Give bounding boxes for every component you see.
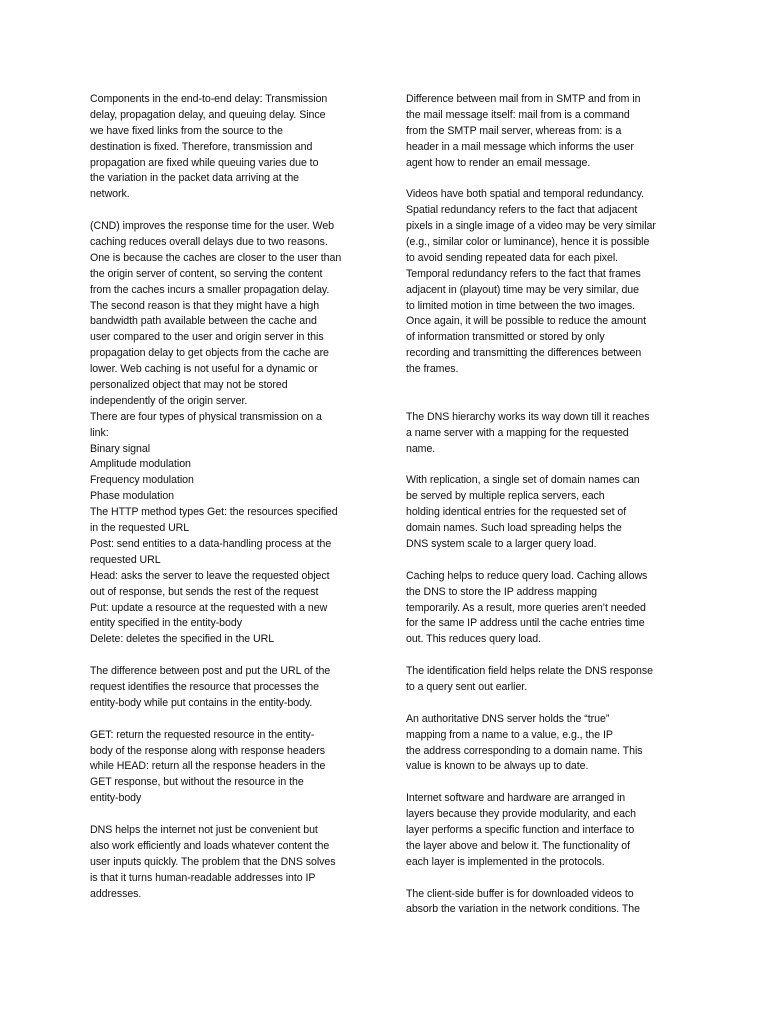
left-column [90, 92, 366, 902]
right-column-paragraph-gap [406, 775, 678, 791]
left-column-text-line: request identifies the resource that processes the [90, 680, 319, 693]
right-column-text-line: Caching helps to reduce query load. Caching allows [406, 569, 648, 582]
right-column-text-line: the DNS to store the IP address mapping [406, 585, 598, 598]
left-column-text-line: Head: asks the server to leave the requested object [90, 569, 330, 582]
left-column-text-line: entity specified in the entity-body [90, 617, 242, 630]
right-column-paragraph-gap [406, 394, 678, 410]
right-column-text-line: Videos have both spatial and temporal redundancy. [406, 188, 645, 201]
left-column-text-line: Binary signal [90, 442, 151, 455]
right-column-text-line: be served by multiple replica servers, each [406, 490, 605, 503]
right-column-text-line: Once again, it will be possible to reduce the amount [406, 315, 647, 328]
left-column-paragraph-gap [90, 807, 366, 823]
right-column-paragraph-gap [406, 553, 678, 569]
left-column-text-line: the origin server of content, so serving the content [90, 267, 323, 280]
left-column-text-line: while HEAD: return all the response headers in the [90, 760, 326, 773]
left-column-text-line: (CND) improves the response time for the user. Web [90, 220, 334, 233]
right-column-text-line: the frames. [406, 363, 459, 376]
left-column-text-line: personalized object that may not be stored [90, 379, 288, 392]
left-column-text-line: The HTTP method types Get: the resources specified [90, 506, 338, 519]
left-column-text-line: Put: update a resource at the requested with a new [90, 601, 328, 614]
right-column-text-line: With replication, a single set of domain names can [406, 474, 640, 487]
right-column-text-line: The identification field helps relate the DNS response [406, 665, 653, 678]
left-column-text-line: DNS helps the internet not just be convenient but [90, 823, 318, 836]
right-column-text-line: each layer is implemented in the protocols. [406, 855, 605, 868]
right-column-paragraph-gap [406, 871, 678, 887]
right-column-text-line: header in a mail message which informs the user [406, 140, 634, 153]
left-column-text-line: user compared to the user and origin server in this [90, 331, 324, 344]
right-column-text-line: a name server with a mapping for the requested [406, 426, 629, 439]
right-column-text-line: Spatial redundancy refers to the fact that adjacent [406, 204, 638, 217]
left-column-text-line: caching reduces overall delays due to two reasons. [90, 236, 328, 249]
right-column [406, 92, 678, 918]
left-column-text-line: Delete: deletes the specified in the URL [90, 633, 275, 646]
right-column-text-line: Temporal redundancy refers to the fact that frames [406, 267, 641, 280]
right-column-text-line: domain names. Such load spreading helps the [406, 522, 622, 535]
left-column-text-line: propagation delay to get objects from the cache are [90, 347, 329, 360]
left-column-text-line: GET response, but without the resource in the [90, 776, 304, 789]
right-column-text-line: layer performs a specific function and interface to [406, 823, 635, 836]
right-column-text-line: recording and transmitting the differences between [406, 347, 642, 360]
right-column-paragraph-gap [406, 696, 678, 712]
right-column-paragraph-gap [406, 648, 678, 664]
right-column-text-line: the address corresponding to a domain name. This [406, 744, 643, 757]
right-column-text-line: The DNS hierarchy works its way down till it reaches [406, 410, 650, 423]
right-column-text-line: Difference between mail from in SMTP and from in [406, 93, 641, 105]
right-column-text-line: (e.g., similar color or luminance), hence it is possible [406, 236, 650, 249]
right-column-text-line: name. [406, 442, 436, 455]
right-column-text-line: agent how to render an email message. [406, 156, 591, 169]
left-column-text-line: from the caches incurs a smaller propagation delay. [90, 283, 330, 296]
right-column-text-line: adjacent in (playout) time may be very similar, due [406, 283, 639, 296]
left-column-text-line: body of the response along with response headers [90, 744, 325, 757]
left-column-text-line: Phase modulation [90, 490, 175, 503]
right-column-text-line: holding identical entries for the requested set of [406, 506, 627, 519]
left-column-text-line: lower. Web caching is not useful for a dynamic or [90, 363, 318, 376]
left-column-text-line: the variation in the packet data arriving at the [90, 172, 300, 185]
left-column-text-line: out of response, but sends the rest of the request [90, 585, 319, 598]
right-column-text-line: to limited motion in time between the two images. [406, 299, 635, 312]
left-column-text-line: One is because the caches are closer to the user than [90, 251, 342, 264]
left-column-text-line: Frequency modulation [90, 474, 194, 487]
left-column-text-line: The difference between post and put the URL of the [90, 665, 331, 678]
right-column-text-line: to a query sent out earlier. [406, 680, 528, 693]
left-column-text-line: independently of the origin server. [90, 394, 248, 407]
right-column-text-line: layers because they provide modularity, and each [406, 808, 637, 821]
right-column-text-line: out. This reduces query load. [406, 633, 541, 646]
right-column-text-line: value is known to be always up to date. [406, 760, 589, 773]
right-column-text-line: DNS system scale to a larger query load. [406, 537, 597, 550]
left-column-text-line: delay, propagation delay, and queuing delay. Since [90, 108, 326, 121]
right-column-text-line: mapping from a name to a value, e.g., the IP [406, 728, 613, 741]
right-column-text-line: pixels in a single image of a video may be very similar [406, 220, 656, 233]
left-column-text-line: link: [90, 426, 109, 439]
left-column-text-line: destination is fixed. Therefore, transmission and [90, 140, 313, 153]
left-column-text-line: bandwidth path available between the cache and [90, 315, 317, 328]
left-column-text-line: entity-body while put contains in the entity-body. [90, 696, 313, 709]
left-column-text-line: network. [90, 188, 130, 201]
left-column-text-line: in the requested URL [90, 522, 190, 535]
left-column-paragraph-gap [90, 712, 366, 728]
right-column-paragraph-gap [406, 457, 678, 473]
right-column-text-line: An authoritative DNS server holds the “true” [406, 712, 610, 725]
right-column-text-line: to avoid sending repeated data for each pixel. [406, 251, 619, 264]
right-column-text-line: the layer above and below it. The functionality of [406, 839, 631, 852]
right-column-text-line: temporarily. As a result, more queries aren’t needed [406, 601, 646, 614]
left-column-text-line: requested URL [90, 553, 161, 566]
right-column-text-line: Internet software and hardware are arranged in [406, 792, 626, 805]
right-column-text-line: of information transmitted or stored by only [406, 331, 605, 344]
left-column-text-line: we have fixed links from the source to the [90, 124, 283, 137]
left-column-text-line: is that it turns human-readable addresses into IP [90, 871, 316, 884]
left-column-paragraph-gap [90, 203, 366, 219]
left-column-text-line: entity-body [90, 792, 142, 805]
left-column-text-line: propagation are fixed while queuing varies due to [90, 156, 319, 169]
left-column-text-line: Components in the end-to-end delay: Transmission [90, 93, 328, 105]
left-column-text-line: Amplitude modulation [90, 458, 191, 471]
left-column-paragraph-gap [90, 648, 366, 664]
right-column-paragraph-gap [406, 378, 678, 394]
left-column-text-line: also work efficiently and loads whatever content the [90, 839, 330, 852]
right-column-paragraph-gap [406, 171, 678, 187]
left-column-text-line: Post: send entities to a data-handling process at the [90, 537, 332, 550]
right-column-text-line: for the same IP address until the cache entries time [406, 617, 645, 630]
left-column-text-line: user inputs quickly. The problem that the DNS solves [90, 855, 336, 868]
left-column-text-line: The second reason is that they might have a high [90, 299, 320, 312]
left-column-text-line: There are four types of physical transmission on a [90, 410, 322, 423]
right-column-text-line: from the SMTP mail server, whereas from: is a [406, 124, 622, 137]
right-column-text-line: The client-side buffer is for downloaded videos to [406, 887, 634, 900]
right-column-text-line: absorb the variation in the network conditions. The [406, 903, 640, 916]
left-column-text-line: GET: return the requested resource in the entity- [90, 728, 315, 741]
right-column-text-line: the mail message itself: mail from is a command [406, 108, 630, 121]
left-column-text-line: addresses. [90, 887, 142, 900]
